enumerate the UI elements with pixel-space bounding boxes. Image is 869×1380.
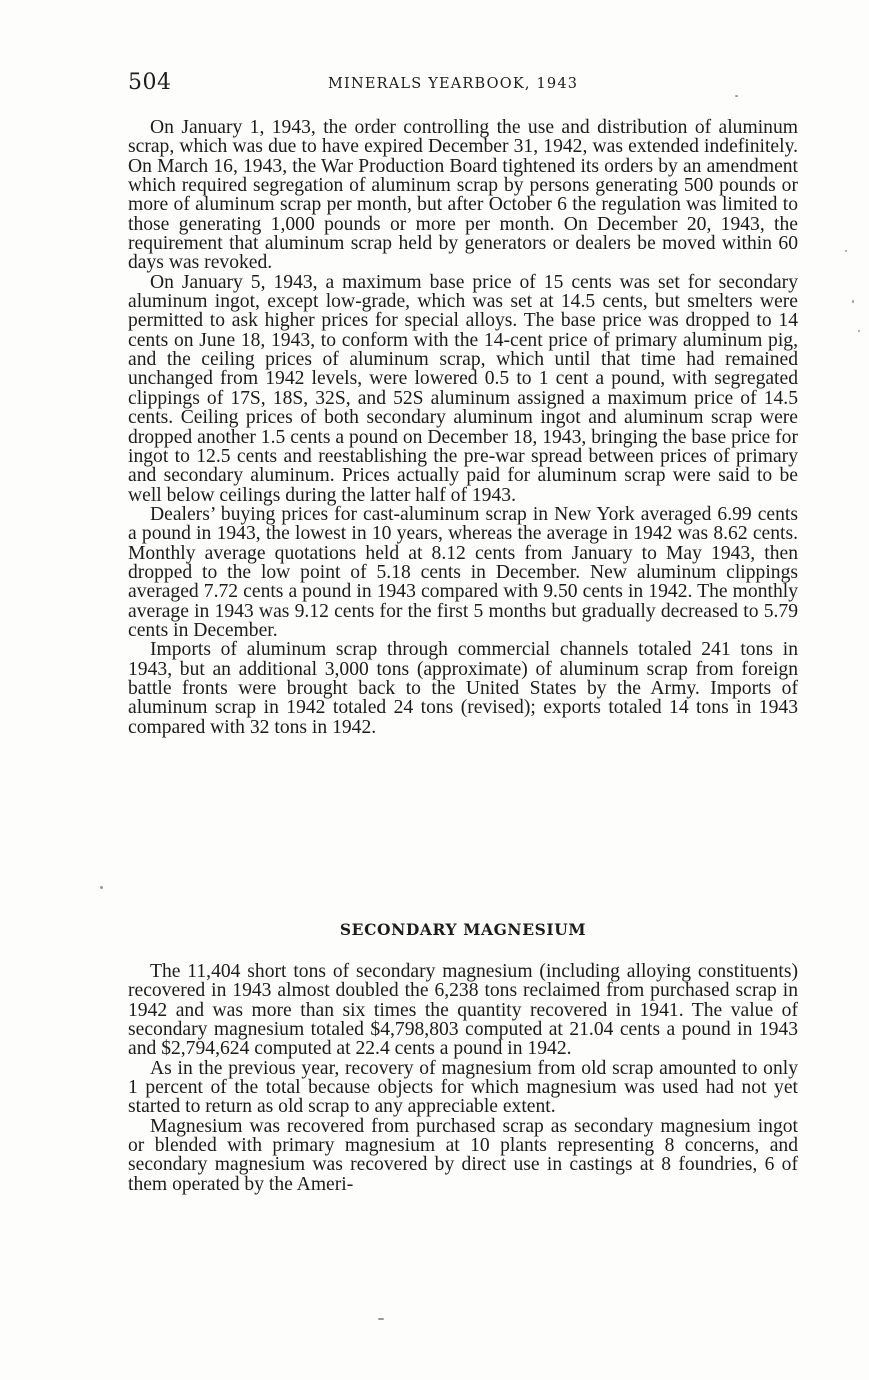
paragraph-old-scrap: As in the previous year, recovery of magnesium from old scrap amounted to only 1 percent of the total because objects for which magnesium was used had not yet started to return as old scrap to any appreciable extent. xyxy=(128,1057,798,1118)
section-heading: SECONDARY MAGNESIUM xyxy=(339,920,587,939)
paragraph-ceiling-prices: On January 5, 1943, a maximum base price of 15 cents was set for secondary aluminum ingot, except low-grade, which was set at 14.5 cents, but smelters were permitted to ask higher prices for special alloys. The base price was dropped to 14 cents on June 18, 1943, to conform with the 14-cent price of primary aluminum pig, and the ceiling prices of aluminum scrap, which until that time had remained unchanged from 1942 levels, were lowered 0.5 to 1 cent a pound, with segregated clippings of 17S, 18S, 32S, and 52S aluminum assigned a maximum price of 14.5 cents. Ceiling prices of both secondary aluminum ingot and aluminum scrap were dropped another 1.5 cents a pound on December 18, 1943, bringing the base price for ingot to 12.5 cents and reestablishing the pre-war spread between prices of primary and secondary aluminum. Prices actually paid for aluminum scrap were said to be well below ceilings during the latter half of 1943. xyxy=(128,271,798,506)
running-header xyxy=(128,70,798,100)
running-title: MINERALS YEARBOOK, 1943 xyxy=(328,76,579,92)
paragraph-dealer-prices: Dealers’ buying prices for cast-aluminum scrap in New York averaged 6.99 cents a pound in 1943, the lowest in 10 years, whereas the average in 1942 was 8.62 cents. Monthly average quotations held at 8.12 cents from January to May 1943, then dropped to the low point of 5.18 cents in December. New aluminum clippings averaged 7.72 cents a pound in 1943 compared with 9.50 cents in 1942. The monthly average in 1943 was 9.12 cents for the first 5 months but gradually decreased to 5.79 cents in December. xyxy=(128,503,798,641)
aluminum-scrap-section xyxy=(128,118,798,737)
scan-speck xyxy=(845,250,847,252)
secondary-magnesium-section xyxy=(128,962,798,1194)
paragraph-imports-exports: Imports of aluminum scrap through commercial channels totaled 241 tons in 1943, but an additional 3,000 tons (approximate) of aluminum scrap from foreign battle fronts were brought back to the United States by the Army. Imports of aluminum scrap in 1942 totaled 24 tons (revised); exports totaled 14 tons in 1943 compared with 32 tons in 1942. xyxy=(128,639,798,738)
scan-speck xyxy=(378,1318,384,1320)
paragraph-plants-foundries: Magnesium was recovered from purchased scrap as secondary magnesium ingot or blended with primary magnesium at 10 plants representing 8 concerns, and secondary magnesium was recovered by direct use in castings at 8 foundries, 6 of them operated by the Ameri- xyxy=(128,1115,798,1195)
scan-speck xyxy=(852,300,854,303)
scan-speck xyxy=(100,886,103,889)
scan-speck xyxy=(858,330,860,332)
paragraph-magnesium-recovery: The 11,404 short tons of secondary magnesium (including alloying constituents) recovered in 1943 almost doubled the 6,238 tons reclaimed from purchased scrap in 1942 and was more than six times the quantity recovered in 1941. The value of secondary magnesium totaled $4,798,803 computed at 21.04 cents a pound in 1943 and $2,794,624 computed at 22.4 cents a pound in 1942. xyxy=(128,961,798,1060)
paragraph-scrap-order: On January 1, 1943, the order controlling the use and distribution of aluminum scrap, which was due to have expired December 31, 1942, was extended indefinitely. On March 16, 1943, the War Production Board tightened its orders by an amendment which required segregation of aluminum scrap by persons generating 500 pounds or more of aluminum scrap per month, but after October 6 the regulation was limited to those generating 1,000 pounds or more per month. On December 20, 1943, the requirement that aluminum scrap held by generators or dealers be moved within 60 days was revoked. xyxy=(128,117,798,274)
scan-speck xyxy=(735,95,738,97)
page-number: 504 xyxy=(128,70,172,95)
